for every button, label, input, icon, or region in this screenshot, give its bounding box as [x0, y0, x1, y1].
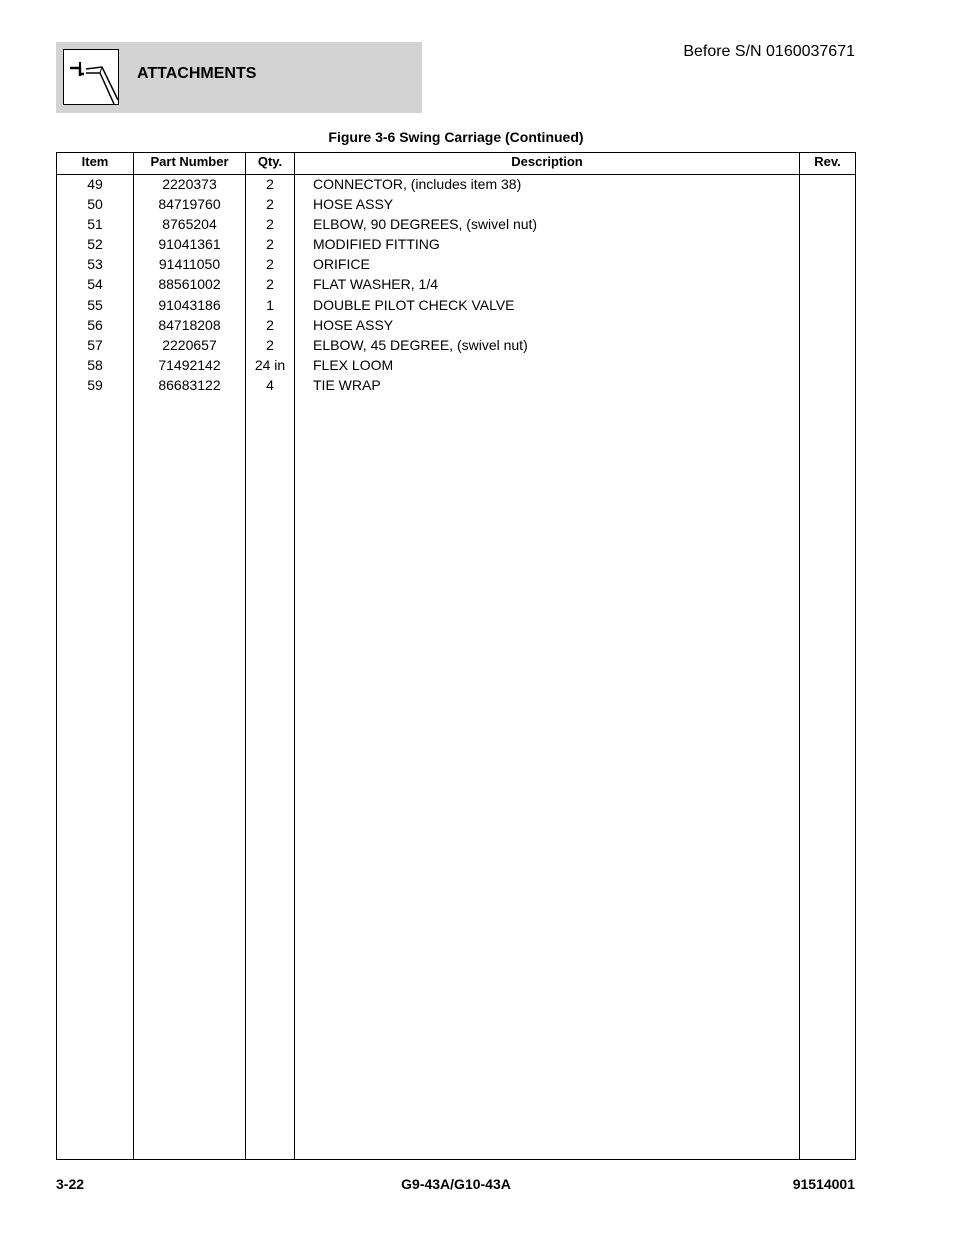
part-number-cell: 71492142: [158, 356, 221, 373]
table-row: [57, 296, 855, 316]
document-number: 91514001: [792, 1176, 855, 1192]
qty-cell: 2: [266, 216, 274, 233]
table-row: [57, 356, 855, 376]
table-row: [57, 175, 855, 195]
column-header-item: Item: [81, 154, 109, 169]
part-number-cell: 2220657: [162, 336, 217, 353]
item-cell: 50: [87, 196, 103, 213]
qty-cell: 2: [266, 316, 274, 333]
page-number: 3-22: [56, 1176, 85, 1192]
qty-cell: 4: [266, 376, 274, 393]
item-cell: 59: [87, 376, 103, 393]
item-cell: 56: [87, 316, 103, 333]
description-cell: HOSE ASSY: [313, 316, 394, 333]
qty-cell: 2: [266, 336, 274, 353]
item-cell: 52: [87, 236, 103, 253]
table-row: [57, 215, 855, 235]
item-cell: 51: [87, 216, 103, 233]
column-header-part-number: Part Number: [150, 154, 229, 169]
qty-cell: 2: [266, 276, 274, 293]
section-title: ATTACHMENTS: [137, 65, 257, 82]
qty-cell: 2: [266, 176, 274, 192]
table-row: [57, 316, 855, 336]
item-cell: 54: [87, 276, 103, 293]
part-number-cell: 88561002: [158, 276, 221, 293]
part-number-cell: 8765204: [162, 216, 217, 233]
table-body: [57, 175, 855, 396]
description-cell: ELBOW, 45 DEGREE, (swivel nut): [313, 336, 528, 353]
qty-cell: 2: [266, 236, 274, 253]
table-row: [57, 336, 855, 356]
column-header-rev: Rev.: [814, 154, 841, 169]
qty-cell: 2: [266, 196, 274, 213]
column-header-qty: Qty.: [257, 154, 283, 169]
description-cell: ELBOW, 90 DEGREES, (swivel nut): [313, 216, 538, 233]
table-row: [57, 376, 855, 396]
part-number-cell: 91411050: [158, 256, 221, 273]
column-header-description: Description: [511, 154, 583, 169]
part-number-cell: 86683122: [158, 376, 221, 393]
item-cell: 53: [87, 256, 103, 273]
part-number-cell: 84718208: [158, 316, 221, 333]
item-cell: 55: [87, 296, 103, 313]
qty-cell: 1: [266, 296, 274, 313]
description-cell: CONNECTOR, (includes item 38): [313, 176, 522, 192]
item-cell: 58: [87, 356, 103, 373]
description-cell: HOSE ASSY: [313, 196, 394, 213]
part-number-cell: 91041361: [158, 236, 221, 253]
table-row: [57, 275, 855, 295]
parts-table: [56, 152, 856, 1160]
attachment-tool-icon: [63, 49, 119, 105]
description-cell: TIE WRAP: [313, 376, 381, 393]
serial-number-note: Before S/N 0160037671: [683, 43, 855, 60]
description-cell: ORIFICE: [313, 256, 370, 273]
item-cell: 57: [87, 336, 103, 353]
description-cell: DOUBLE PILOT CHECK VALVE: [313, 296, 515, 313]
description-cell: FLEX LOOM: [313, 356, 394, 373]
qty-cell: 24 in: [254, 356, 286, 373]
description-cell: FLAT WASHER, 1/4: [313, 276, 438, 293]
model-number: G9-43A/G10-43A: [401, 1176, 511, 1192]
part-number-cell: 2220373: [162, 176, 217, 192]
part-number-cell: 91043186: [158, 296, 221, 313]
table-row: [57, 235, 855, 255]
description-cell: MODIFIED FITTING: [313, 236, 440, 253]
table-row: [57, 195, 855, 215]
item-cell: 49: [87, 176, 103, 192]
part-number-cell: 84719760: [158, 196, 221, 213]
table-row: [57, 255, 855, 275]
figure-title: Figure 3-6 Swing Carriage (Continued): [328, 129, 584, 145]
qty-cell: 2: [266, 256, 274, 273]
